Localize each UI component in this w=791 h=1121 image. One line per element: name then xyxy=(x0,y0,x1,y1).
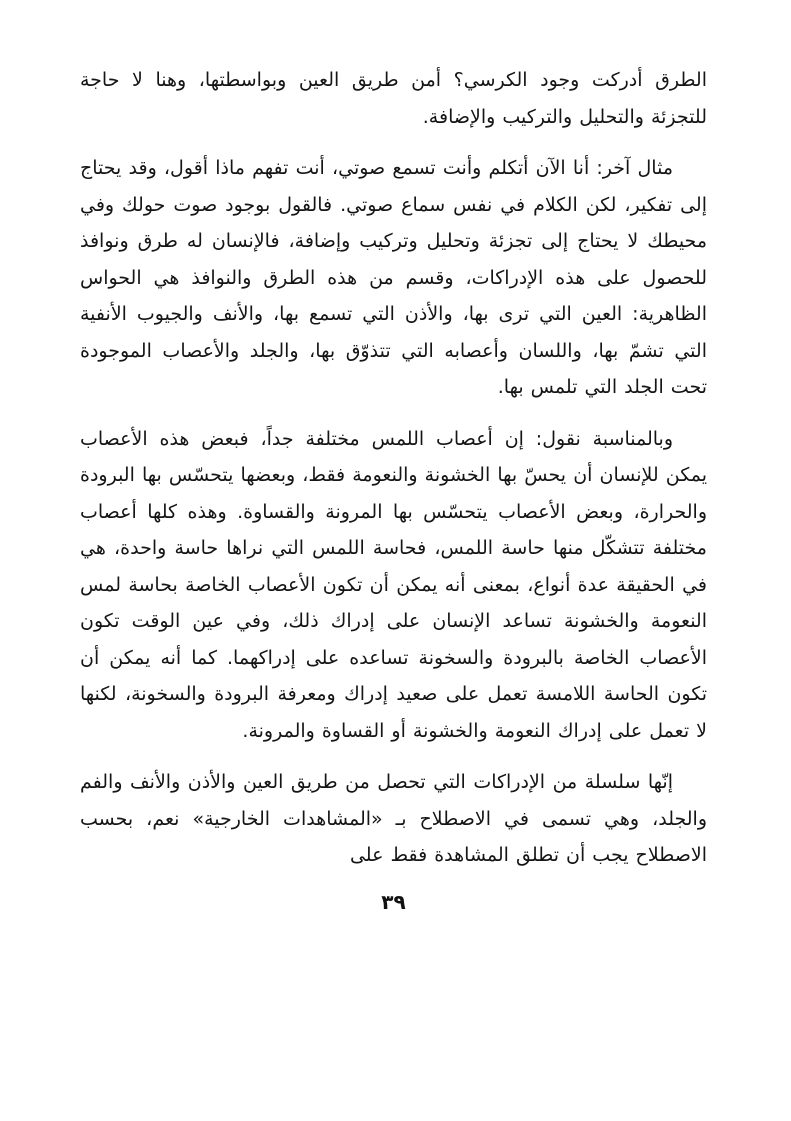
paragraph-2: مثال آخر: أنا الآن أتكلم وأنت تسمع صوتي، أنت تفهم ماذا أقول، وقد يحتاج إلى تفكير، لكن الكلام في نفس سماع صوتي. فالقول بوجود صوت حولك وفي محيطك لا يحتاج إلى تجزئة وتحليل وتركيب وإضافة، فالإنسان له طرق ونوافذ للحصول على هذه الإدراكات، وقسم من هذه الطرق والنوافذ هي الحواس الظاهرية: العين التي ترى بها، والأذن التي تسمع بها، والأنف والجيوب الأنفية التي تشمّ بها، واللسان وأعصابه التي تتذوّق بها، والجلد والأعصاب الموجودة تحت الجلد التي تلمس بها. xyxy=(80,157,707,398)
paragraph-4: إنّها سلسلة من الإدراكات التي تحصل من طريق العين والأذن والأنف والفم والجلد، وهي تسمى في الاصطلاح بـ «المشاهدات الخارجية» نعم، بحسب الاصطلاح يجب أن تطلق المشاهدة فقط على xyxy=(80,771,707,866)
paragraph-3: وبالمناسبة نقول: إن أعصاب اللمس مختلفة جداً، فبعض هذه الأعصاب يمكن للإنسان أن يحسّ بها الخشونة والنعومة فقط، وبعضها يتحسّس بها البرودة والحرارة، وبعض الأعصاب يتحسّس بها المرونة والقساوة. وهذه كلها أعصاب مختلفة تتشكّل منها حاسة اللمس، فحاسة اللمس التي نراها حاسة واحدة، هي في الحقيقة عدة أنواع، بمعنى أنه يمكن أن تكون الأعصاب الخاصة بحاسة لمس النعومة والخشونة تساعد الإنسان على إدراك ذلك، وفي عين الوقت تكون الأعصاب الخاصة بالبرودة والسخونة تساعده على إدراكهما. كما أنه يمكن أن تكون الحاسة اللامسة تعمل على صعيد إدراك ومعرفة البرودة والسخونة، لكنها لا تعمل على إدراك النعومة والخشونة أو القساوة والمرونة. xyxy=(80,427,707,742)
page-number: ٣٩ xyxy=(381,889,406,914)
paragraph-1: الطرق أدركت وجود الكرسي؟ أمن طريق العين وبواسطتها، وهنا لا حاجة للتجزئة والتحليل والتركيب والإضافة. xyxy=(80,69,707,128)
